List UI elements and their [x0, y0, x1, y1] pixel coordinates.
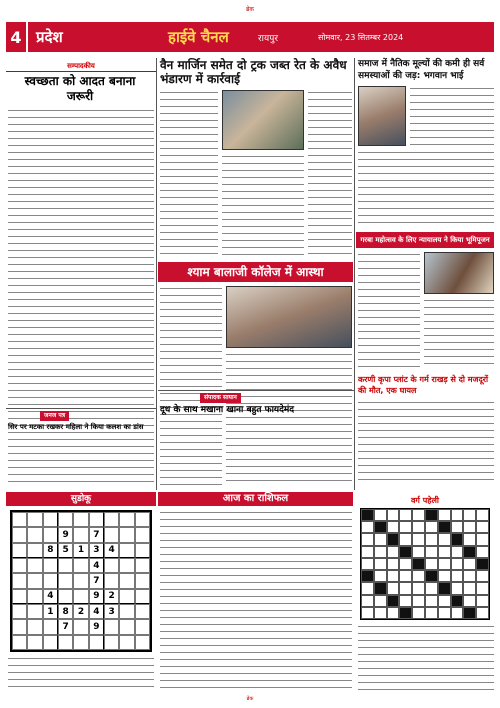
sudoku-cell — [43, 527, 58, 542]
sudoku-cell — [119, 558, 134, 573]
rashifal-body — [160, 510, 352, 692]
crossword-cell — [361, 582, 374, 594]
sudoku-cell — [119, 619, 134, 634]
crossword-cell — [463, 509, 476, 521]
crossword-cell — [438, 558, 451, 570]
story2-body — [410, 86, 494, 146]
crossword-title: वर्ग पहेली — [410, 496, 440, 505]
sudoku-cell: 3 — [104, 604, 119, 619]
sudoku-cell — [27, 512, 42, 527]
sudoku-cell: 7 — [58, 619, 73, 634]
garba-photo — [424, 252, 494, 294]
sudoku-cell — [27, 558, 42, 573]
crossword-cell — [412, 570, 425, 582]
crossword-cell — [451, 582, 464, 594]
crossword-cell — [387, 607, 400, 619]
story2-headline: समाज में नैतिक मूल्यों की कमी ही सर्व समस्याओं की जड़: भगवान भाई — [358, 59, 485, 81]
crossword-cell — [463, 570, 476, 582]
garba-body — [358, 252, 420, 370]
sudoku-cell: 4 — [104, 543, 119, 558]
crossword-clues — [358, 624, 494, 692]
crossword-cell — [374, 546, 387, 558]
sudoku-cell: 8 — [43, 543, 58, 558]
sudoku-cell — [89, 512, 104, 527]
crossword-cell — [425, 570, 438, 582]
crossword-cell — [361, 509, 374, 521]
sudoku-cell — [135, 604, 150, 619]
story1-body — [160, 90, 218, 258]
crossword-cell — [438, 546, 451, 558]
college-photo — [226, 286, 352, 348]
crossword-cell — [451, 546, 464, 558]
sudoku-cell: 9 — [58, 527, 73, 542]
column-rule — [354, 58, 355, 490]
sudoku-cell — [119, 604, 134, 619]
crossword-cell — [463, 607, 476, 619]
sudoku-cell — [119, 512, 134, 527]
sudoku-cell — [135, 589, 150, 604]
crossword-cell — [399, 570, 412, 582]
edition-city: रायपुर — [258, 33, 279, 44]
sudoku-cell — [27, 543, 42, 558]
sudoku-cell: 2 — [73, 604, 88, 619]
crossword-cell — [451, 533, 464, 545]
sudoku-cell — [12, 543, 27, 558]
story2-body-2 — [358, 150, 494, 228]
crossword-cell — [438, 570, 451, 582]
sudoku-cell — [73, 558, 88, 573]
sudoku-cell — [73, 573, 88, 588]
crossword-cell — [476, 582, 489, 594]
crossword-cell — [387, 546, 400, 558]
sudoku-cell — [12, 573, 27, 588]
left-bottom-tag: जनज पत्र — [40, 411, 69, 421]
sudoku-cell — [135, 543, 150, 558]
story1-body-3 — [308, 90, 352, 258]
crossword-cell — [399, 595, 412, 607]
garba-headline: गरबा महोत्सव के लिए न्यायालय ने किया भूमिपूजन — [356, 232, 494, 248]
sudoku-cell — [89, 635, 104, 650]
crossword-cell — [361, 546, 374, 558]
crossword-cell — [412, 521, 425, 533]
sudoku-cell — [43, 619, 58, 634]
sudoku-cell — [73, 635, 88, 650]
crossword-cell — [425, 558, 438, 570]
sudoku-cell — [119, 527, 134, 542]
crossword-cell — [399, 558, 412, 570]
column-rule — [156, 58, 157, 490]
sudoku-cell — [73, 512, 88, 527]
garba-body-2 — [424, 298, 494, 370]
mid-bottom-tag: संपादक सायान — [200, 393, 241, 403]
sudoku-cell: 3 — [89, 543, 104, 558]
crossword-cell — [451, 521, 464, 533]
sudoku-cell: 8 — [58, 604, 73, 619]
crossword-cell — [412, 533, 425, 545]
crossword-cell — [412, 509, 425, 521]
story1-headline: वैन मार्जिन समेत दो ट्रक जब्त रेत के अवैध भंडारण में कार्रवाई — [160, 58, 347, 86]
crossword-cell — [374, 595, 387, 607]
college-body — [160, 286, 222, 486]
crossword-cell — [412, 558, 425, 570]
sudoku-cell — [135, 573, 150, 588]
crossword-cell — [476, 570, 489, 582]
crossword-cell — [438, 582, 451, 594]
crossword-cell — [374, 558, 387, 570]
left-bottom-body — [8, 444, 154, 488]
bottom-line: ब्रेक — [246, 696, 254, 702]
sudoku-cell — [43, 573, 58, 588]
sudoku-cell: 4 — [43, 589, 58, 604]
crossword-cell — [387, 558, 400, 570]
sudoku-cell — [135, 635, 150, 650]
sudoku-cell — [104, 635, 119, 650]
crossword-cell — [361, 521, 374, 533]
sudoku-cell — [119, 589, 134, 604]
sudoku-title: सुडोकू — [6, 492, 156, 506]
crossword-cell — [399, 509, 412, 521]
sudoku-cell: 1 — [43, 604, 58, 619]
sudoku-cell — [104, 512, 119, 527]
sudoku-cell: 7 — [89, 527, 104, 542]
crossword-cell — [425, 546, 438, 558]
crossword-cell — [374, 582, 387, 594]
sudoku-cell — [135, 527, 150, 542]
sudoku-cell — [73, 589, 88, 604]
crossword-cell — [425, 509, 438, 521]
crossword-cell — [438, 509, 451, 521]
crossword-cell — [451, 570, 464, 582]
crossword-cell — [463, 595, 476, 607]
crossword-cell — [387, 521, 400, 533]
crossword-cell — [463, 521, 476, 533]
crossword-cell — [476, 558, 489, 570]
sudoku-cell: 4 — [89, 558, 104, 573]
section-rule — [158, 390, 354, 391]
crossword-cell — [451, 607, 464, 619]
crossword-cell — [387, 509, 400, 521]
crossword-cell — [374, 607, 387, 619]
crossword-cell — [476, 595, 489, 607]
sudoku-cell — [27, 527, 42, 542]
sudoku-cell — [12, 589, 27, 604]
crossword-cell — [374, 509, 387, 521]
crossword-cell — [387, 533, 400, 545]
topline: ब्रेक — [245, 6, 255, 13]
crossword-cell — [399, 546, 412, 558]
sudoku-cell — [43, 558, 58, 573]
sudoku-cell — [12, 527, 27, 542]
crossword-cell — [361, 595, 374, 607]
crossword-cell — [374, 533, 387, 545]
story3-headline: करणी कृपा प्लांट के गर्म राखड़ से दो मजदूरों की मौत, एक घायल — [358, 375, 489, 395]
sudoku-cell — [73, 619, 88, 634]
sudoku-cell — [58, 573, 73, 588]
crossword-cell — [399, 521, 412, 533]
newspaper-brand: हाईवे चैनल — [168, 28, 229, 46]
crossword-cell — [438, 607, 451, 619]
crossword-cell — [451, 509, 464, 521]
sudoku-cell — [135, 512, 150, 527]
crossword-cell — [438, 595, 451, 607]
crossword-cell — [399, 607, 412, 619]
college-body-2 — [226, 352, 352, 486]
sudoku-cell — [104, 573, 119, 588]
crossword-cell — [463, 582, 476, 594]
sudoku-instructions — [8, 656, 154, 692]
page-number: 4 — [6, 22, 28, 52]
crossword-cell — [387, 582, 400, 594]
crossword-cell — [361, 570, 374, 582]
sudoku-cell: 9 — [89, 619, 104, 634]
crossword-cell — [476, 546, 489, 558]
crossword-cell — [412, 595, 425, 607]
sudoku-cell — [43, 635, 58, 650]
editorial-tag: सम्पादकीय — [6, 62, 156, 72]
sudoku-cell: 1 — [73, 543, 88, 558]
sudoku-grid — [10, 510, 152, 652]
sudoku-cell — [58, 558, 73, 573]
left-bottom-headline: सिर पर मटका रखकर महिला ने किया कलश का डांस — [8, 423, 144, 431]
sudoku-cell — [12, 604, 27, 619]
story1-photo — [222, 90, 304, 150]
sudoku-cell: 9 — [89, 589, 104, 604]
crossword-cell — [374, 521, 387, 533]
crossword-cell — [361, 607, 374, 619]
sudoku-cell — [12, 619, 27, 634]
crossword-cell — [425, 607, 438, 619]
crossword-cell — [412, 582, 425, 594]
sudoku-cell — [104, 619, 119, 634]
crossword-cell — [476, 521, 489, 533]
sudoku-cell — [119, 543, 134, 558]
sudoku-cell: 2 — [104, 589, 119, 604]
college-headline: श्याम बालाजी कॉलेज में आस्था — [158, 262, 353, 282]
crossword-cell — [412, 546, 425, 558]
sudoku-cell — [58, 589, 73, 604]
sudoku-cell: 7 — [89, 573, 104, 588]
crossword-cell — [425, 533, 438, 545]
crossword-cell — [438, 521, 451, 533]
crossword-cell — [361, 533, 374, 545]
page-header — [6, 22, 494, 52]
sudoku-cell — [27, 635, 42, 650]
sudoku-cell — [104, 558, 119, 573]
story2-photo — [358, 86, 406, 146]
crossword-cell — [374, 570, 387, 582]
sudoku-cell — [27, 619, 42, 634]
crossword-cell — [463, 533, 476, 545]
crossword-cell — [438, 533, 451, 545]
section-rule — [6, 408, 156, 409]
sudoku-cell — [73, 527, 88, 542]
sudoku-cell — [12, 558, 27, 573]
crossword-cell — [387, 595, 400, 607]
sudoku-cell: 4 — [89, 604, 104, 619]
crossword-cell — [425, 582, 438, 594]
crossword-cell — [425, 521, 438, 533]
crossword-cell — [463, 558, 476, 570]
crossword-grid — [360, 508, 490, 620]
sudoku-cell — [135, 619, 150, 634]
sudoku-cell — [43, 512, 58, 527]
crossword-cell — [451, 595, 464, 607]
crossword-cell — [463, 546, 476, 558]
sudoku-cell — [119, 635, 134, 650]
sudoku-cell — [119, 573, 134, 588]
crossword-cell — [476, 509, 489, 521]
story1-body-2 — [222, 154, 304, 258]
rashifal-title: आज का राशिफल — [158, 492, 353, 506]
edition-date: सोमवार, 23 सितम्बर 2024 — [318, 32, 404, 42]
sudoku-cell — [12, 512, 27, 527]
sudoku-cell — [27, 604, 42, 619]
sudoku-cell — [27, 573, 42, 588]
mid-bottom-headline: दूध के साथ मखाना खाना बहुत फायदेमंद — [160, 405, 295, 415]
sudoku-cell — [135, 558, 150, 573]
story3-body — [358, 400, 494, 486]
crossword-cell — [399, 533, 412, 545]
crossword-cell — [412, 607, 425, 619]
sudoku-cell — [12, 635, 27, 650]
crossword-cell — [361, 558, 374, 570]
editorial-headline: स्वच्छता को आदत बनाना जरूरी — [24, 74, 136, 103]
sudoku-cell — [104, 527, 119, 542]
crossword-cell — [476, 533, 489, 545]
crossword-cell — [399, 582, 412, 594]
crossword-cell — [425, 595, 438, 607]
section-title: प्रदेश — [36, 28, 63, 46]
sudoku-cell: 5 — [58, 543, 73, 558]
crossword-cell — [476, 607, 489, 619]
crossword-cell — [387, 570, 400, 582]
crossword-cell — [451, 558, 464, 570]
sudoku-cell — [58, 512, 73, 527]
sudoku-cell — [58, 635, 73, 650]
sudoku-cell — [27, 589, 42, 604]
